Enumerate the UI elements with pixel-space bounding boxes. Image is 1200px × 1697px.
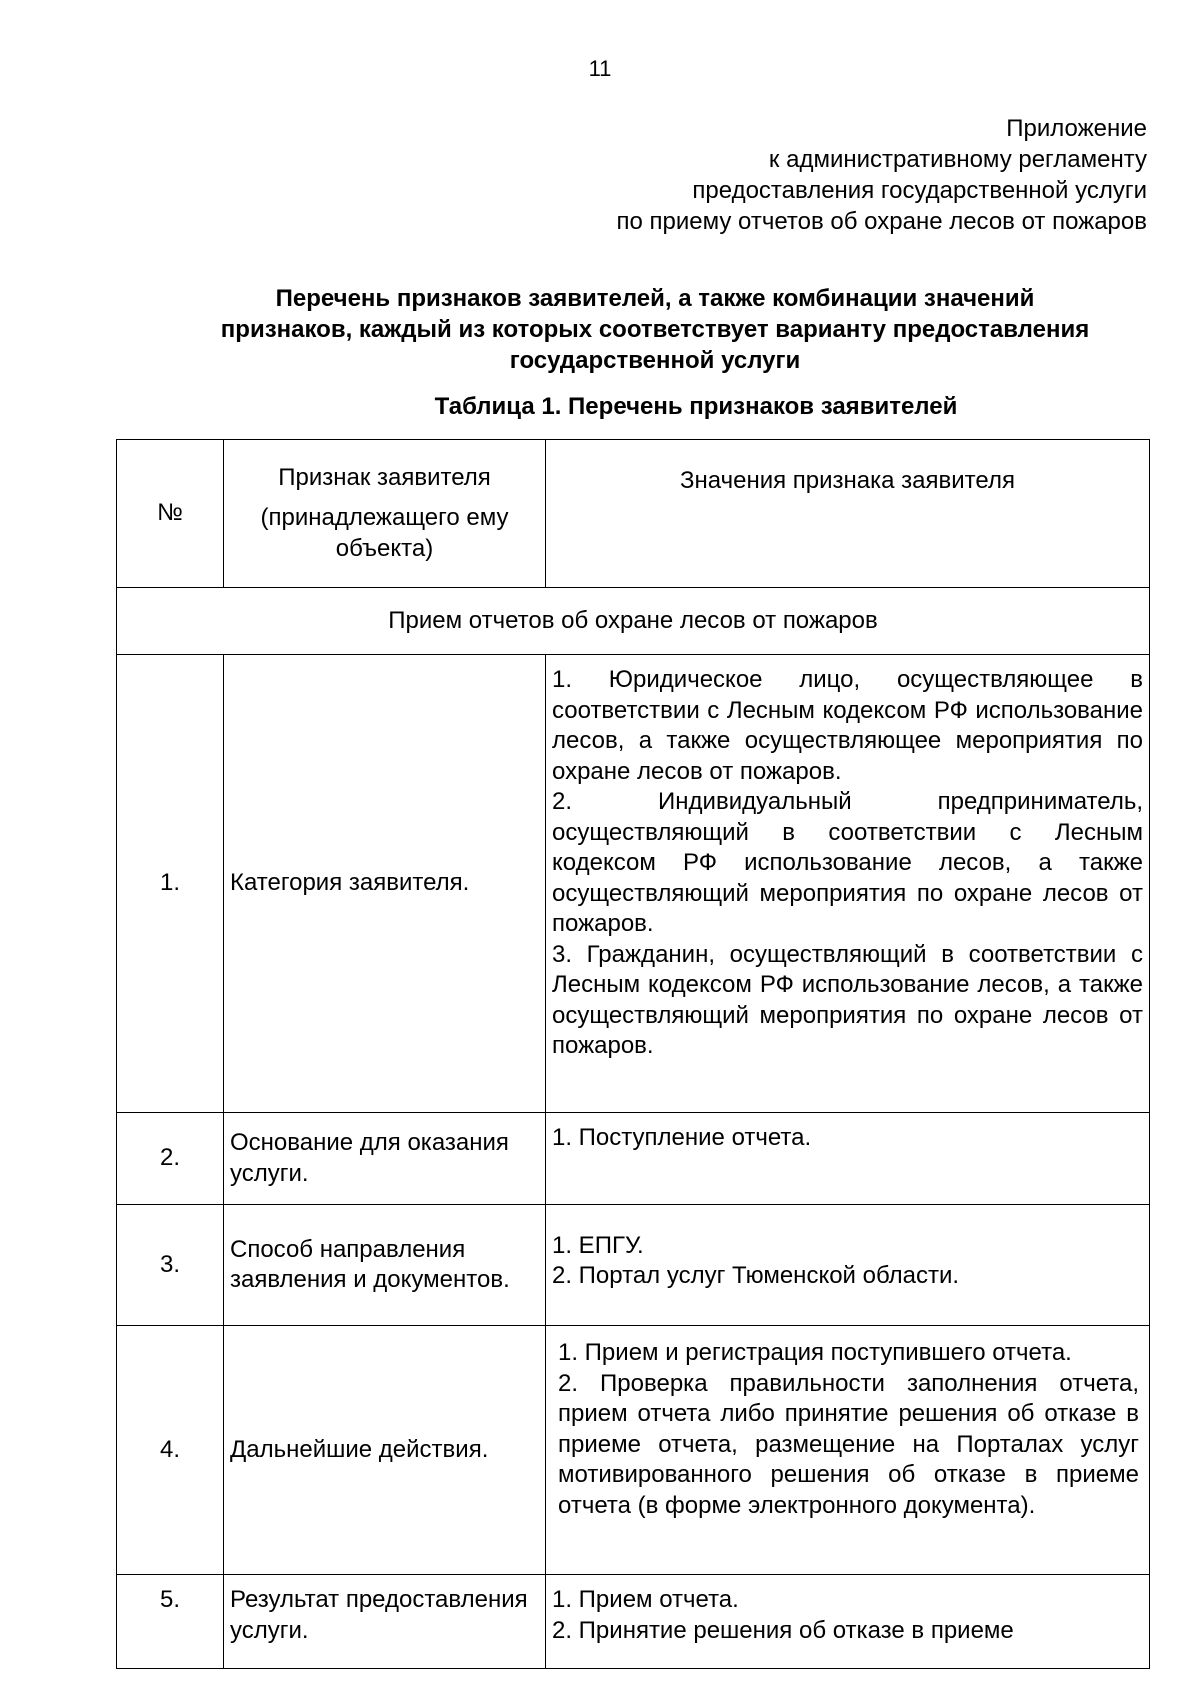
row-values bbox=[546, 1113, 1150, 1205]
row-number: 3. bbox=[117, 1205, 224, 1326]
value-item: 2. Портал услуг Тюменской области. bbox=[552, 1262, 960, 1289]
appendix-line: к административному регламенту bbox=[768, 146, 1147, 173]
value-item: 2. Принятие решения об отказе в приеме bbox=[552, 1616, 1014, 1644]
header-values: Значения признака заявителя bbox=[546, 440, 1150, 588]
row-attribute: Способ направления заявления и документов. bbox=[224, 1205, 546, 1326]
value-item: 2. Индивидуальный предприниматель, осуществляющий в соответствии с Лесным кодексом РФ использование лесов, а также осуществляющий мероприятия по охране лесов от пожаров. bbox=[552, 788, 1143, 937]
table-header-row bbox=[117, 440, 1150, 588]
header-number: № bbox=[117, 440, 224, 588]
title-line: государственной услуги bbox=[509, 347, 801, 374]
table-row bbox=[117, 655, 1150, 1113]
row-values bbox=[546, 655, 1150, 1113]
header-attribute-title: Признак заявителя bbox=[278, 463, 491, 491]
section-title: Прием отчетов об охране лесов от пожаров bbox=[117, 588, 1150, 655]
title-line: Перечень признаков заявителей, а также комбинации значений bbox=[275, 285, 1035, 312]
appendix-note bbox=[447, 113, 1147, 237]
value-item: 1. Прием и регистрация поступившего отчета. bbox=[558, 1339, 1072, 1366]
row-values bbox=[546, 1205, 1150, 1326]
page-number: 11 bbox=[588, 56, 612, 81]
row-number: 2. bbox=[117, 1113, 224, 1205]
row-number: 4. bbox=[117, 1326, 224, 1575]
value-item: 3. Гражданин, осуществляющий в соответствии с Лесным кодексом РФ использование лесов, а также осуществляющий мероприятия по охране лесов от пожаров. bbox=[552, 940, 1143, 1059]
row-number: 1. bbox=[117, 655, 224, 1113]
table-row bbox=[117, 1326, 1150, 1575]
row-attribute: Категория заявителя. bbox=[224, 655, 546, 1113]
section-row bbox=[117, 588, 1150, 655]
row-number: 5. bbox=[117, 1575, 224, 1669]
appendix-line: предоставления государственной услуги bbox=[692, 177, 1147, 204]
row-attribute: Дальнейшие действия. bbox=[224, 1326, 546, 1575]
table-row bbox=[117, 1205, 1150, 1326]
header-attribute bbox=[224, 440, 546, 588]
value-item: 1. Прием отчета. bbox=[552, 1586, 739, 1613]
value-item: 2. Проверка правильности заполнения отчета, прием отчета либо принятие решения об отказе в приеме отчета, размещение на Порталах услуг мотивированного решения об отказе в приеме отчета (в форме электронного документа). bbox=[558, 1369, 1139, 1519]
attributes-table bbox=[116, 439, 1150, 1669]
row-values bbox=[546, 1575, 1150, 1669]
appendix-line: по приему отчетов об охране лесов от пожаров bbox=[616, 208, 1147, 235]
value-item: 1. Юридическое лицо, осуществляющее в соответствии с Лесным кодексом РФ использование лесов, а также осуществляющее мероприятия по охране лесов от пожаров. bbox=[552, 666, 1143, 785]
table-row bbox=[117, 1113, 1150, 1205]
title-line: признаков, каждый из которых соответствует варианту предоставления bbox=[220, 316, 1090, 343]
row-attribute: Основание для оказания услуги. bbox=[224, 1113, 546, 1205]
document-title bbox=[160, 283, 1150, 376]
table-caption: Таблица 1. Перечень признаков заявителей bbox=[434, 393, 958, 420]
value-item: 1. ЕПГУ. bbox=[552, 1231, 644, 1259]
header-attribute-subtitle: (принадлежащего ему объекта) bbox=[260, 504, 509, 562]
table-row bbox=[117, 1575, 1150, 1669]
row-values bbox=[546, 1326, 1150, 1575]
value-item: 1. Поступление отчета. bbox=[552, 1124, 812, 1151]
appendix-line: Приложение bbox=[1006, 115, 1147, 142]
row-attribute: Результат предоставления услуги. bbox=[224, 1575, 546, 1669]
